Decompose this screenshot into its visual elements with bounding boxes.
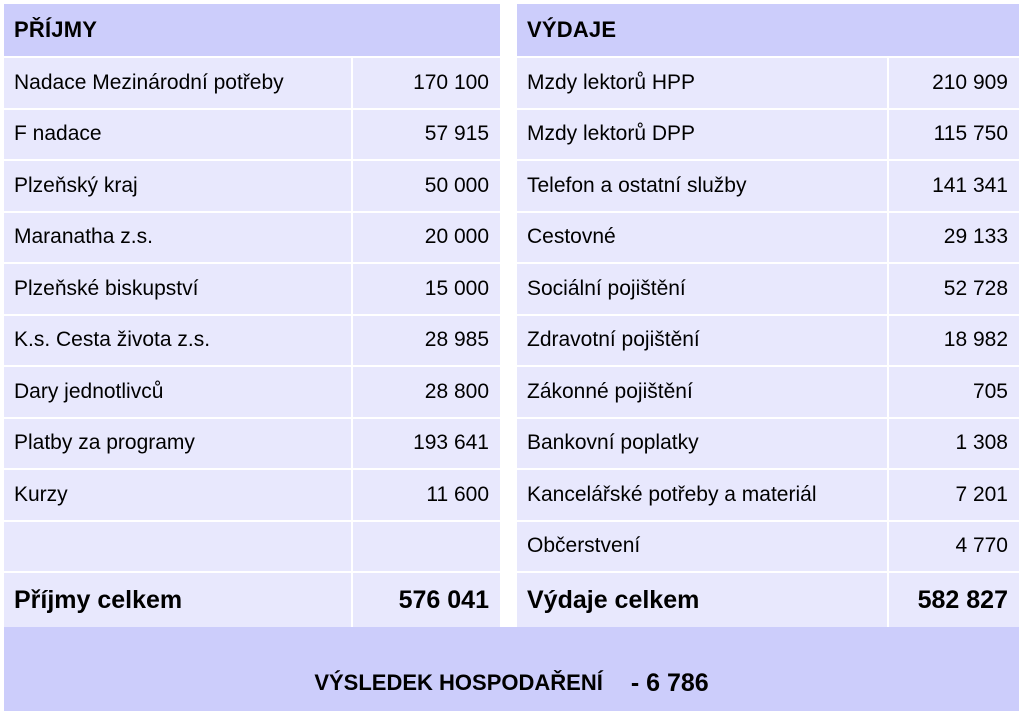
- income-total-label: Příjmy celkem: [4, 573, 353, 628]
- income-value: 28 800: [424, 379, 489, 403]
- table-row: [4, 56, 500, 108]
- income-label: Maranatha z.s.: [4, 213, 353, 263]
- table-row: [4, 159, 500, 211]
- table-row: [4, 314, 500, 366]
- expense-value: 115 750: [933, 122, 1008, 146]
- table-row: [4, 468, 500, 520]
- income-label: Plzeňské biskupství: [4, 264, 353, 314]
- income-label: F nadace: [4, 110, 353, 160]
- expense-value: 705: [972, 379, 1008, 403]
- income-label: Plzeňský kraj: [4, 161, 353, 211]
- expense-label: Občerstvení: [517, 522, 889, 572]
- table-row: [517, 468, 1019, 520]
- expense-label: Bankovní poplatky: [517, 419, 889, 469]
- table-row: [4, 520, 500, 572]
- income-value: 193 641: [413, 431, 489, 455]
- expense-label: Zákonné pojištění: [517, 367, 889, 417]
- income-label: K.s. Cesta života z.s.: [4, 316, 353, 366]
- income-value: 15 000: [424, 276, 489, 300]
- result-bar: [4, 627, 1019, 711]
- expenses-header: VÝDAJE: [517, 4, 1019, 56]
- table-row: [517, 365, 1019, 417]
- expense-label: Mzdy lektorů HPP: [517, 58, 889, 108]
- table-row: [517, 56, 1019, 108]
- result-value: - 6 786: [630, 668, 709, 697]
- income-label: Kurzy: [4, 470, 353, 520]
- expense-label: Cestovné: [517, 213, 889, 263]
- expenses-total-value: 582 827: [917, 586, 1008, 614]
- income-value: 170 100: [413, 70, 489, 94]
- table-row: [4, 365, 500, 417]
- expenses-total-label: Výdaje celkem: [517, 573, 889, 628]
- table-row: [517, 159, 1019, 211]
- expense-value: 18 982: [943, 328, 1008, 352]
- expense-label: Zdravotní pojištění: [517, 316, 889, 366]
- income-label: Platby za programy: [4, 419, 353, 469]
- table-row: [4, 417, 500, 469]
- expense-value: 1 308: [955, 431, 1008, 455]
- income-header: PŘÍJMY: [4, 4, 500, 56]
- table-row: [517, 108, 1019, 160]
- expenses-table: [517, 4, 1019, 628]
- expense-value: 141 341: [932, 173, 1008, 197]
- income-label: Nadace Mezinárodní potřeby: [4, 58, 353, 108]
- table-row: [517, 314, 1019, 366]
- expense-label: Sociální pojištění: [517, 264, 889, 314]
- expense-value: 7 201: [955, 482, 1008, 506]
- expense-value: 52 728: [943, 276, 1008, 300]
- income-value: 11 600: [426, 482, 489, 506]
- income-value: 20 000: [424, 225, 489, 249]
- expense-label: Mzdy lektorů DPP: [517, 110, 889, 160]
- income-total-value: 576 041: [398, 586, 489, 614]
- income-value: 50 000: [424, 173, 489, 197]
- income-value: [353, 522, 500, 572]
- table-row: [4, 211, 500, 263]
- income-table: [4, 4, 500, 628]
- income-label: [4, 522, 353, 572]
- expenses-total-row: [517, 571, 1019, 628]
- income-value: 57 915: [424, 122, 489, 146]
- expense-label: Telefon a ostatní služby: [517, 161, 889, 211]
- expense-value: 210 909: [932, 70, 1008, 94]
- expense-value: 4 770: [955, 534, 1008, 558]
- table-row: [517, 520, 1019, 572]
- expense-value: 29 133: [943, 225, 1008, 249]
- income-total-row: [4, 571, 500, 628]
- income-value: 28 985: [424, 328, 489, 352]
- result-label: VÝSLEDEK HOSPODAŘENÍ: [314, 670, 603, 695]
- income-label: Dary jednotlivců: [4, 367, 353, 417]
- table-row: [517, 262, 1019, 314]
- expense-label: Kancelářské potřeby a materiál: [517, 470, 889, 520]
- table-row: [517, 417, 1019, 469]
- table-row: [4, 262, 500, 314]
- table-row: [4, 108, 500, 160]
- table-row: [517, 211, 1019, 263]
